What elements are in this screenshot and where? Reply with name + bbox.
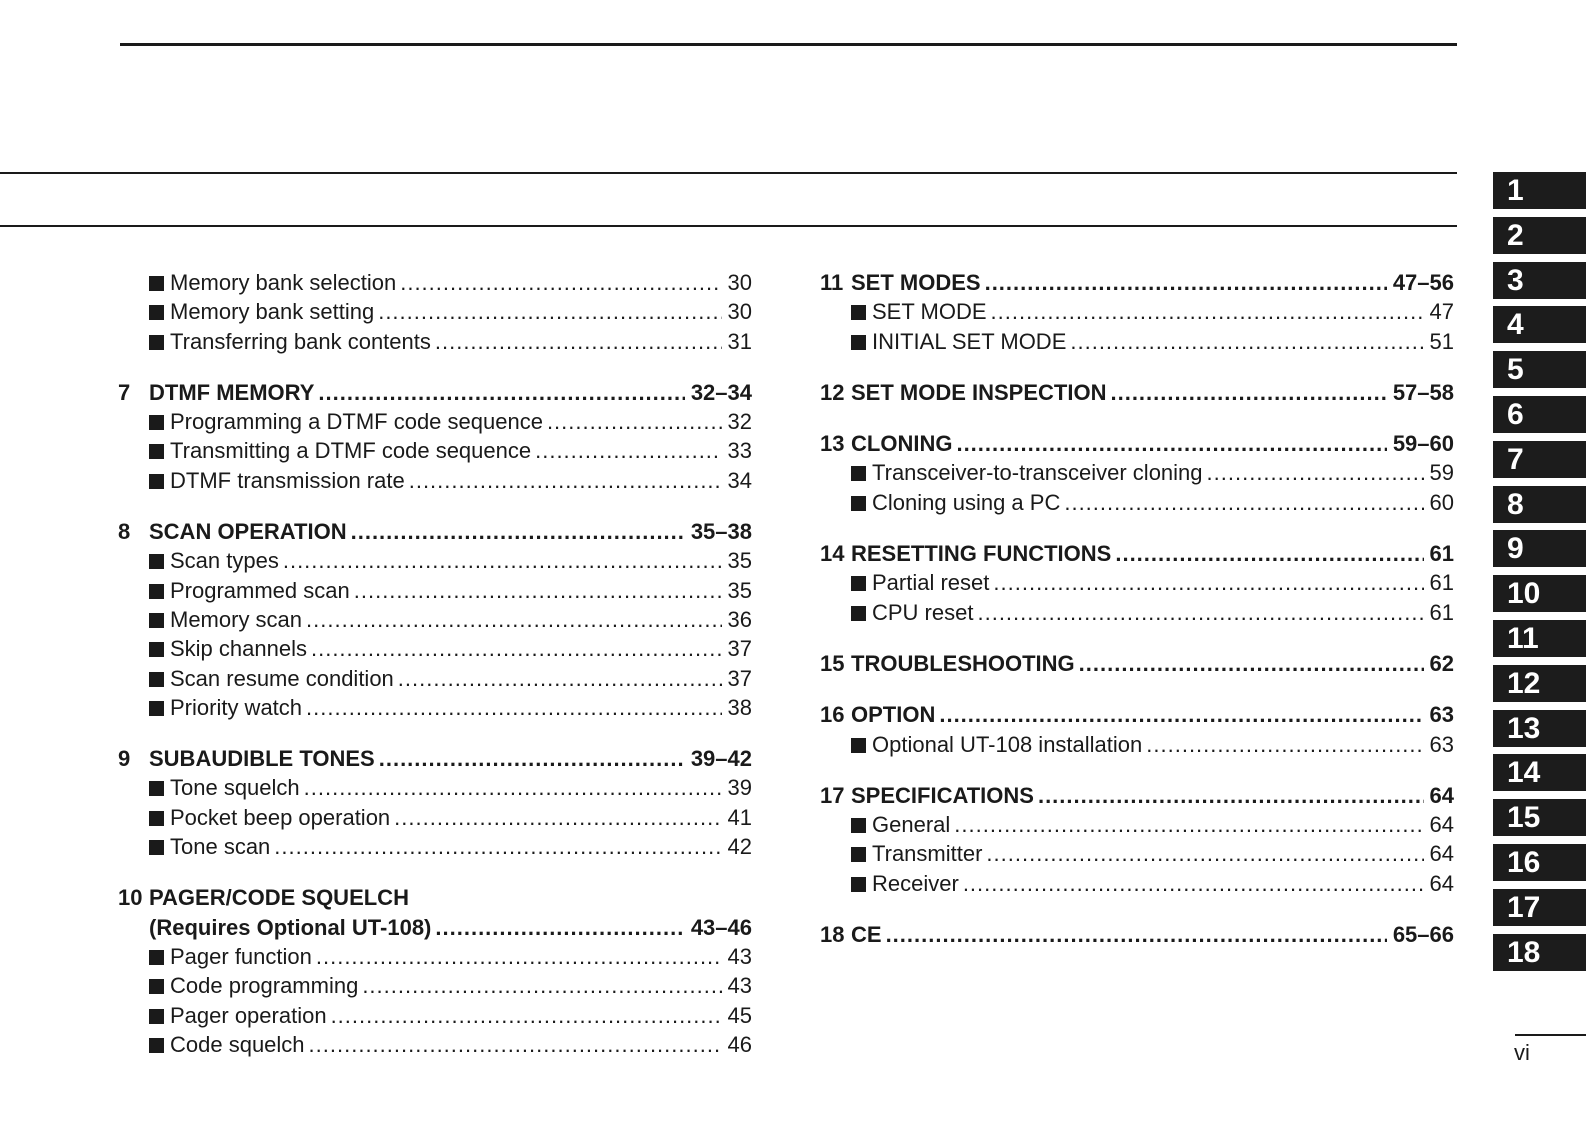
dot-leader: [963, 869, 1424, 898]
chapter-number: 12: [820, 379, 845, 405]
page-number-rule: [1515, 1034, 1586, 1036]
toc-left-column: [118, 268, 752, 1081]
chapter-tab-2[interactable]: 2: [1493, 217, 1586, 254]
chapter-number: 7: [118, 379, 131, 405]
item-page: 30: [727, 299, 752, 325]
item-label: Skip channels: [170, 636, 307, 662]
toc-item[interactable]: [118, 407, 752, 436]
square-bullet-icon: [149, 415, 164, 430]
toc-section: [820, 268, 1454, 356]
item-label: Tone squelch: [170, 775, 300, 801]
dot-leader: [311, 634, 722, 663]
dot-leader: [331, 1001, 722, 1030]
square-bullet-icon: [149, 584, 164, 599]
chapter-title: RESETTING FUNCTIONS: [851, 541, 1112, 567]
chapter-title: CLONING: [851, 431, 953, 457]
chapter-pages: 32–34: [690, 379, 752, 405]
item-page: 64: [1429, 841, 1454, 867]
item-label: Transceiver-to-transceiver cloning: [872, 460, 1203, 486]
toc-item[interactable]: [118, 327, 752, 356]
chapter-pages: 61: [1429, 541, 1454, 567]
toc-item[interactable]: [118, 466, 752, 495]
chapter-title: SCAN OPERATION: [149, 519, 347, 545]
dot-leader: [306, 605, 721, 634]
item-label: Code programming: [170, 973, 359, 999]
toc-section: [820, 920, 1454, 949]
dot-leader: [986, 839, 1423, 868]
chapter-number: 8: [118, 519, 131, 545]
square-bullet-icon: [851, 305, 866, 320]
chapter-number: 18: [820, 922, 845, 948]
item-page: 45: [727, 1002, 752, 1028]
square-bullet-icon: [851, 877, 866, 892]
toc-section: [118, 744, 752, 861]
toc-item[interactable]: [820, 598, 1454, 627]
item-page: 43: [727, 943, 752, 969]
chapter-tabs: [1493, 172, 1586, 978]
chapter-title: OPTION: [851, 702, 936, 728]
item-page: 64: [1429, 870, 1454, 896]
dot-leader: [304, 773, 722, 802]
toc-item[interactable]: [118, 634, 752, 663]
dot-leader: [977, 598, 1423, 627]
chapter-heading[interactable]: [820, 539, 1454, 568]
dot-leader: [435, 913, 684, 942]
toc-item[interactable]: [820, 810, 1454, 839]
toc-item[interactable]: [118, 546, 752, 575]
chapter-tab-5[interactable]: 5: [1493, 351, 1586, 388]
item-page: 30: [727, 270, 752, 295]
item-label: DTMF transmission rate: [170, 467, 405, 493]
toc-item[interactable]: [118, 803, 752, 832]
square-bullet-icon: [149, 811, 164, 826]
dot-leader: [1064, 488, 1423, 517]
item-label: Scan types: [170, 548, 279, 574]
item-label: Programmed scan: [170, 577, 350, 603]
chapter-number: 13: [820, 431, 845, 457]
header-band-bottom-rule: [0, 225, 1457, 227]
chapter-tab-12[interactable]: 12: [1493, 665, 1586, 702]
square-bullet-icon: [149, 1009, 164, 1024]
toc-item[interactable]: [118, 773, 752, 802]
chapter-heading[interactable]: [118, 378, 752, 407]
square-bullet-icon: [149, 335, 164, 350]
square-bullet-icon: [149, 1038, 164, 1053]
chapter-heading[interactable]: [820, 920, 1454, 949]
dot-leader: [1207, 458, 1424, 487]
chapter-heading[interactable]: [118, 744, 752, 773]
dot-leader: [351, 517, 685, 546]
chapter-tab-1[interactable]: 1: [1493, 172, 1586, 209]
dot-leader: [1110, 378, 1386, 407]
toc-right-column: [820, 268, 1454, 971]
square-bullet-icon: [149, 979, 164, 994]
chapter-tab-11[interactable]: 11: [1493, 620, 1586, 657]
square-bullet-icon: [149, 950, 164, 965]
chapter-pages: 63: [1429, 702, 1454, 728]
item-page: 41: [727, 804, 752, 830]
toc-item[interactable]: [118, 971, 752, 1000]
square-bullet-icon: [149, 840, 164, 855]
dot-leader: [956, 429, 1386, 458]
item-page: 59: [1429, 460, 1454, 486]
item-page: 36: [727, 606, 752, 632]
item-page: 35: [727, 577, 752, 603]
toc-section: [118, 268, 752, 356]
toc-section: [820, 539, 1454, 627]
square-bullet-icon: [149, 642, 164, 657]
header-band-top-rule: [0, 172, 1457, 174]
chapter-tab-8[interactable]: 8: [1493, 486, 1586, 523]
item-page: 61: [1429, 599, 1454, 625]
item-label: Cloning using a PC: [872, 489, 1061, 515]
chapter-pages: 43–46: [690, 914, 752, 940]
dot-leader: [318, 378, 684, 407]
square-bullet-icon: [149, 672, 164, 687]
item-label: Priority watch: [170, 694, 303, 720]
chapter-title: (Requires Optional UT-108): [149, 914, 432, 940]
item-label: Transmitter: [872, 841, 983, 867]
dot-leader: [309, 1030, 722, 1059]
item-label: CPU reset: [872, 599, 974, 625]
item-page: 60: [1429, 489, 1454, 515]
item-label: Code squelch: [170, 1031, 305, 1057]
toc-item[interactable]: [118, 605, 752, 634]
toc-section: [820, 700, 1454, 759]
chapter-tab-6[interactable]: 6: [1493, 396, 1586, 433]
chapter-title: SET MODES: [851, 270, 981, 295]
item-label: Receiver: [872, 870, 959, 896]
toc-section: [820, 429, 1454, 517]
chapter-number: 16: [820, 702, 845, 728]
dot-leader: [1115, 539, 1423, 568]
toc-item[interactable]: [820, 869, 1454, 898]
chapter-tab-15[interactable]: 15: [1493, 799, 1586, 836]
chapter-number: 11: [820, 270, 844, 295]
toc-item[interactable]: [118, 1001, 752, 1030]
square-bullet-icon: [851, 847, 866, 862]
item-page: 47: [1429, 299, 1454, 325]
dot-leader: [378, 297, 721, 326]
chapter-tab-4[interactable]: 4: [1493, 306, 1586, 343]
dot-leader: [985, 268, 1387, 297]
dot-leader: [886, 920, 1387, 949]
chapter-tab-18[interactable]: 18: [1493, 934, 1586, 971]
dot-leader: [991, 297, 1424, 326]
toc-item[interactable]: [118, 693, 752, 722]
chapter-number: 15: [820, 650, 845, 676]
square-bullet-icon: [851, 335, 866, 350]
dot-leader: [1079, 649, 1424, 678]
dot-leader: [362, 971, 721, 1000]
item-label: Programming a DTMF code sequence: [170, 409, 543, 435]
square-bullet-icon: [851, 466, 866, 481]
toc-item[interactable]: [820, 839, 1454, 868]
square-bullet-icon: [851, 738, 866, 753]
toc-item[interactable]: [118, 832, 752, 861]
chapter-heading-line1[interactable]: [118, 883, 752, 912]
toc-item[interactable]: [820, 568, 1454, 597]
chapter-tab-13[interactable]: 13: [1493, 710, 1586, 747]
chapter-title: SET MODE INSPECTION: [851, 379, 1107, 405]
toc-item[interactable]: [118, 664, 752, 693]
chapter-tab-9[interactable]: 9: [1493, 530, 1586, 567]
toc-section: [118, 378, 752, 495]
item-label: Partial reset: [872, 570, 990, 596]
item-label: INITIAL SET MODE: [872, 328, 1067, 354]
item-page: 42: [727, 834, 752, 860]
chapter-heading[interactable]: [820, 429, 1454, 458]
dot-leader: [306, 693, 721, 722]
toc-section: [820, 781, 1454, 898]
toc-item[interactable]: [118, 436, 752, 465]
item-label: Pocket beep operation: [170, 804, 391, 830]
dot-leader: [274, 832, 721, 861]
dot-leader: [354, 576, 722, 605]
dot-leader: [535, 436, 721, 465]
page-number: vi: [1514, 1040, 1530, 1065]
dot-leader: [1038, 781, 1424, 810]
dot-leader: [398, 664, 722, 693]
square-bullet-icon: [851, 606, 866, 621]
chapter-pages: 64: [1429, 782, 1454, 808]
square-bullet-icon: [149, 444, 164, 459]
dot-leader: [394, 803, 721, 832]
dot-leader: [409, 466, 722, 495]
item-page: 35: [727, 548, 752, 574]
item-label: Optional UT-108 installation: [872, 731, 1143, 757]
item-page: 37: [727, 665, 752, 691]
toc-section: [118, 517, 752, 722]
square-bullet-icon: [851, 576, 866, 591]
chapter-pages: 62: [1429, 650, 1454, 676]
chapter-title: DTMF MEMORY: [149, 379, 315, 405]
dot-leader: [547, 407, 722, 436]
toc-item[interactable]: [118, 1030, 752, 1059]
chapter-heading[interactable]: [820, 268, 1454, 297]
chapter-heading[interactable]: [820, 781, 1454, 810]
item-label: Pager function: [170, 943, 312, 969]
chapter-heading[interactable]: [118, 913, 752, 942]
dot-leader: [400, 268, 721, 297]
item-page: 63: [1429, 731, 1454, 757]
chapter-heading[interactable]: [820, 700, 1454, 729]
square-bullet-icon: [149, 305, 164, 320]
chapter-tab-10[interactable]: 10: [1493, 575, 1586, 612]
toc-section: [118, 883, 752, 1059]
chapter-pages: 39–42: [690, 746, 752, 772]
item-page: 33: [727, 438, 752, 464]
chapter-title: PAGER/CODE SQUELCH: [149, 885, 409, 911]
dot-leader: [316, 942, 722, 971]
dot-leader: [379, 744, 685, 773]
toc-item[interactable]: [118, 942, 752, 971]
toc-item[interactable]: [820, 297, 1454, 326]
toc-item[interactable]: [118, 576, 752, 605]
top-rule: [120, 43, 1457, 46]
item-page: 61: [1429, 570, 1454, 596]
square-bullet-icon: [149, 474, 164, 489]
item-label: Tone scan: [170, 834, 271, 860]
item-label: Memory scan: [170, 606, 303, 632]
item-page: 43: [727, 973, 752, 999]
item-label: Memory bank setting: [170, 299, 375, 325]
chapter-pages: 35–38: [690, 519, 752, 545]
item-label: General: [872, 812, 951, 838]
item-page: 38: [727, 694, 752, 720]
dot-leader: [1146, 730, 1423, 759]
chapter-pages: 57–58: [1392, 379, 1454, 405]
toc-item[interactable]: [820, 730, 1454, 759]
chapter-title: TROUBLESHOOTING: [851, 650, 1075, 676]
chapter-tab-7[interactable]: 7: [1493, 441, 1586, 478]
chapter-title: SUBAUDIBLE TONES: [149, 746, 375, 772]
item-page: 39: [727, 775, 752, 801]
toc-section: [820, 378, 1454, 407]
square-bullet-icon: [851, 818, 866, 833]
chapter-heading[interactable]: [118, 517, 752, 546]
item-label: Transmitting a DTMF code sequence: [170, 438, 532, 464]
item-label: Scan resume condition: [170, 665, 394, 691]
chapter-title: SPECIFICATIONS: [851, 782, 1034, 808]
toc-item[interactable]: [820, 458, 1454, 487]
square-bullet-icon: [149, 781, 164, 796]
item-page: 46: [727, 1031, 752, 1057]
item-label: SET MODE: [872, 299, 987, 325]
square-bullet-icon: [851, 496, 866, 511]
toc-item[interactable]: [118, 268, 752, 297]
dot-leader: [435, 327, 722, 356]
square-bullet-icon: [149, 276, 164, 291]
square-bullet-icon: [149, 613, 164, 628]
item-page: 64: [1429, 812, 1454, 838]
chapter-title: CE: [851, 922, 882, 948]
item-label: Transferring bank contents: [170, 328, 431, 354]
item-label: Memory bank selection: [170, 270, 397, 295]
chapter-tab-16[interactable]: 16: [1493, 844, 1586, 881]
square-bullet-icon: [149, 554, 164, 569]
chapter-pages: 65–66: [1392, 922, 1454, 948]
dot-leader: [939, 700, 1423, 729]
chapter-pages: 47–56: [1392, 270, 1454, 295]
chapter-number: 10: [118, 885, 143, 911]
chapter-tab-17[interactable]: 17: [1493, 889, 1586, 926]
item-page: 37: [727, 636, 752, 662]
item-page: 51: [1429, 328, 1454, 354]
chapter-number: 9: [118, 746, 131, 772]
chapter-tab-3[interactable]: 3: [1493, 262, 1586, 299]
chapter-number: 17: [820, 782, 845, 808]
item-page: 32: [727, 409, 752, 435]
chapter-number: 14: [820, 541, 845, 567]
item-page: 34: [727, 467, 752, 493]
chapter-heading[interactable]: [820, 649, 1454, 678]
dot-leader: [993, 568, 1423, 597]
square-bullet-icon: [149, 701, 164, 716]
toc-item[interactable]: [820, 488, 1454, 517]
dot-leader: [283, 546, 722, 575]
chapter-pages: 59–60: [1392, 431, 1454, 457]
toc-item[interactable]: [118, 297, 752, 326]
item-label: Pager operation: [170, 1002, 327, 1028]
dot-leader: [1070, 327, 1423, 356]
item-page: 31: [727, 328, 752, 354]
toc-section: [820, 649, 1454, 678]
chapter-heading[interactable]: [820, 378, 1454, 407]
chapter-tab-14[interactable]: 14: [1493, 754, 1586, 791]
dot-leader: [954, 810, 1423, 839]
toc-item[interactable]: [820, 327, 1454, 356]
